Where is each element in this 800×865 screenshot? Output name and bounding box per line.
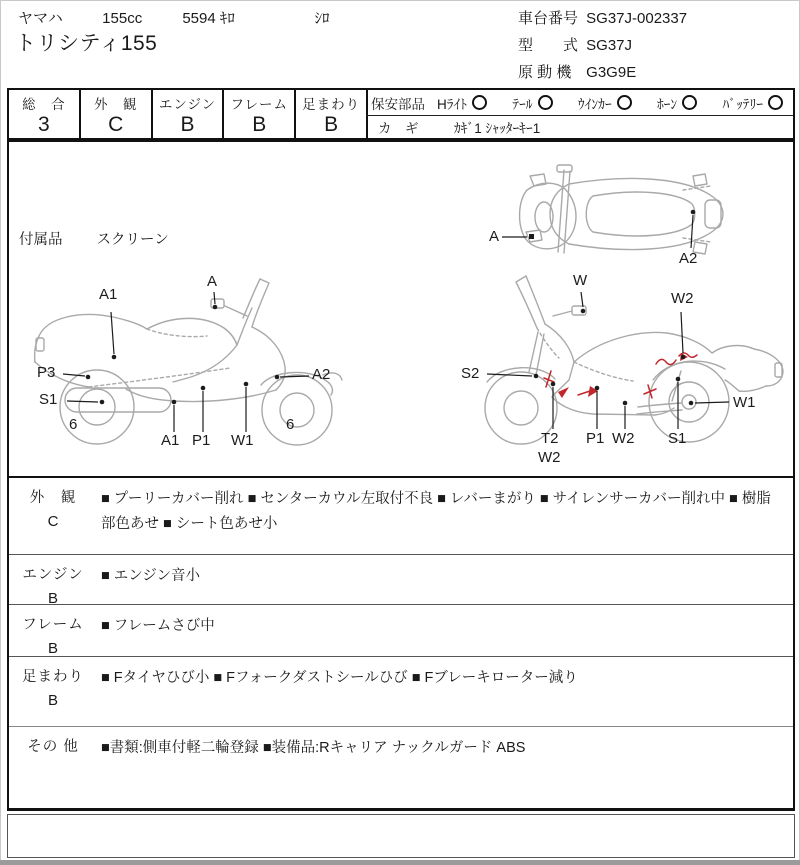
pass-circle-icon [768, 95, 783, 110]
scooter-right-outline [485, 276, 783, 444]
diagram-label-6-right: 6 [286, 416, 295, 433]
comment-row-exterior-header [9, 478, 97, 554]
diagram-label-a2: A2 [312, 366, 331, 383]
scan-edge [0, 860, 800, 865]
comment-row-exterior-label: 外 観 [29, 490, 77, 506]
comment-row-other [9, 726, 793, 809]
safety-parts-title: 保安部品 [371, 96, 425, 112]
scooter-top-outline [520, 165, 723, 254]
ratings-table [7, 88, 368, 140]
diagram-right-side-view [441, 268, 800, 478]
engine-code-label: 原 動 機 [518, 64, 572, 81]
rating-overall-value: 3 [38, 113, 50, 136]
comment-row-frame-grade: B [47, 640, 58, 657]
condition-comments [9, 476, 793, 809]
diagram-label-a: A [207, 273, 218, 290]
rating-overall-label: 総 合 [22, 97, 66, 112]
comment-row-other-header [9, 727, 97, 809]
leader-lines [63, 292, 309, 432]
diagram-label-p1: P1 [192, 432, 211, 449]
comment-row-other-text: ■書類:側車付軽二輪登録 ■装備品:Rキャリア ナックルガード ABS [101, 740, 526, 756]
safety-item-horn-label: ﾎｰﾝ [656, 96, 678, 112]
rating-frame [224, 90, 296, 138]
rating-overall [9, 90, 81, 138]
inspection-main-box [7, 140, 795, 811]
model-name: トリシティ155 [15, 32, 158, 55]
diagram-label-a: A [489, 228, 500, 245]
comment-row-exterior [9, 476, 793, 554]
displacement: 155cc [102, 10, 143, 27]
diagram-label-s1: S1 [668, 430, 687, 447]
comment-row-frame [9, 604, 793, 656]
safety-item-battery-label: ﾊﾞｯﾃﾘｰ [722, 96, 763, 112]
comment-row-exterior-grade: C [47, 513, 59, 530]
safety-item-winker [578, 93, 632, 113]
body-color: ｼﾛ [314, 10, 330, 27]
maker-name: ヤマハ [18, 10, 63, 27]
comment-row-engine-label: エンジン [22, 567, 84, 583]
safety-item-tail [512, 93, 552, 113]
safety-item-headlight-label: Hﾗｲﾄ [437, 96, 467, 112]
mileage: 5594 ｷﾛ [182, 10, 235, 27]
accessories-value: スクリーン [96, 232, 169, 248]
diagram-label-p1: P1 [586, 430, 605, 447]
diagram-label-s2: S2 [461, 365, 480, 382]
diagram-label-w1: W1 [231, 432, 254, 449]
diagram-label-s1: S1 [39, 391, 58, 408]
model-code-label: 型 式 [518, 37, 579, 54]
comment-row-frame-header [9, 605, 97, 656]
rating-undercarriage-label: 足まわり [302, 97, 361, 112]
comment-row-engine-text: ■ エンジン音小 [101, 568, 201, 584]
accessories-label: 付属品 [19, 232, 63, 248]
diagram-label-w2-top: W2 [671, 290, 694, 307]
key-value: ｶｷﾞ1 ｼｬｯﾀｰｷｰ1 [454, 121, 541, 136]
diagram-label-a2: A2 [679, 250, 698, 267]
comment-row-undercarriage-label: 足まわり [22, 669, 84, 685]
chassis-number-value: SG37J-002337 [586, 10, 688, 27]
notes-empty-box [7, 814, 795, 858]
safety-parts-row [366, 90, 793, 116]
comment-row-undercarriage-header [9, 657, 97, 726]
comment-row-engine [9, 554, 793, 607]
safety-item-tail-label: ﾃｰﾙ [512, 96, 533, 112]
comment-row-undercarriage-grade: B [47, 692, 58, 709]
model-code-value: SG37J [586, 37, 633, 54]
scooter-left-outline [35, 279, 342, 445]
rating-engine-value: B [180, 113, 195, 136]
comment-row-exterior-text: ■ プーリーカバー削れ ■ センターカウル左取付不良 ■ レバーまがり ■ サイレンサーカバー削れ中 ■ 樹脂部色あせ ■ シート色あせ小 [101, 491, 771, 532]
diagram-label-w1: W1 [733, 394, 756, 411]
safety-parts-block [366, 88, 795, 140]
model-code-row [518, 32, 687, 59]
rating-frame-label: フレーム [230, 97, 289, 112]
comment-row-frame-text: ■ フレームさび中 [101, 618, 215, 634]
rating-engine [153, 90, 225, 138]
safety-item-headlight [437, 93, 487, 113]
comment-row-engine-grade: B [47, 590, 58, 607]
vehicle-summary-row [18, 7, 330, 28]
diagram-label-a1-bottom: A1 [161, 432, 180, 449]
diagram-label-w2-stacked: W2 [538, 449, 561, 466]
identity-block [518, 5, 687, 86]
pass-circle-icon [538, 95, 553, 110]
key-label: カ ギ [378, 121, 419, 136]
key-row [366, 116, 793, 138]
chassis-number-label: 車台番号 [518, 10, 579, 27]
comment-row-undercarriage [9, 656, 793, 726]
chassis-number-row [518, 5, 687, 32]
rating-exterior-label: 外 観 [93, 97, 138, 112]
comment-row-engine-header [9, 555, 97, 607]
damage-marks [544, 353, 697, 398]
diagram-label-p3: P3 [37, 364, 56, 381]
diagram-label-6-left: 6 [69, 416, 78, 433]
safety-item-winker-label: ｳｲﾝｶｰ [577, 96, 612, 112]
rating-undercarriage-value: B [324, 113, 339, 136]
rating-engine-label: エンジン [158, 97, 217, 112]
diagram-left-side-view [25, 272, 385, 472]
pass-circle-icon [617, 95, 632, 110]
accessories-row [19, 228, 169, 249]
rating-undercarriage [296, 90, 366, 138]
diagram-label-w2-bottom: W2 [612, 430, 635, 447]
scooter-top-view-drawing [487, 164, 777, 274]
rating-exterior-value: C [108, 113, 124, 136]
engine-code-value: G3G9E [586, 64, 637, 81]
safety-item-battery [723, 93, 784, 113]
diagram-label-w: W [573, 272, 588, 289]
engine-code-row [518, 59, 687, 86]
pass-circle-icon [472, 95, 487, 110]
diagram-label-a1-top: A1 [99, 286, 118, 303]
comment-row-frame-label: フレーム [22, 617, 84, 633]
comment-row-undercarriage-text: ■ Fタイヤひび小 ■ Fフォークダストシールひび ■ Fブレーキローター減り [101, 670, 578, 686]
safety-parts-items [437, 93, 793, 113]
rating-exterior [81, 90, 153, 138]
comment-row-other-label: その 他 [27, 739, 79, 755]
diagram-label-t2: T2 [541, 430, 559, 447]
pass-circle-icon [682, 95, 697, 110]
rating-frame-value: B [252, 113, 267, 136]
safety-item-horn [657, 93, 697, 113]
diagram-top-view [487, 164, 777, 274]
header [0, 0, 800, 88]
